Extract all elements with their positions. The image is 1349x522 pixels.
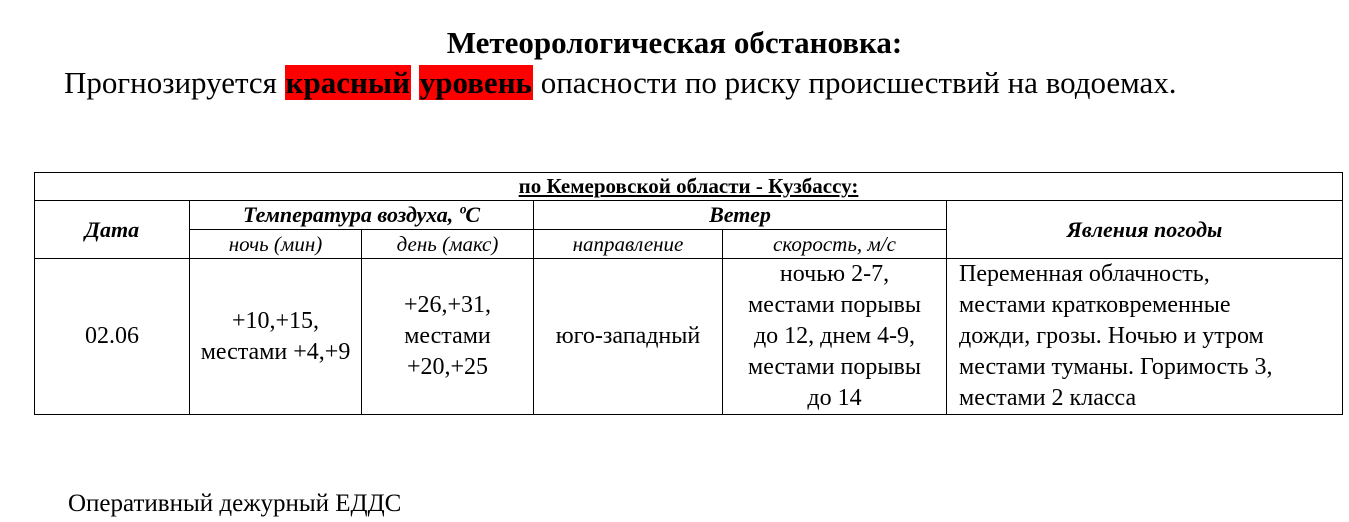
date-header: Дата xyxy=(35,201,190,259)
wind-speed-line: местами порывы xyxy=(748,292,921,318)
forecast-text-end: опасности по риску происшествий на водоемах. xyxy=(532,65,1177,100)
forecast-line xyxy=(64,64,1177,102)
signature-line: Оперативный дежурный ЕДДС xyxy=(68,490,402,517)
weather-table xyxy=(34,172,1343,415)
day-temp-line: местами xyxy=(404,323,491,349)
night-subheader: ночь (мин) xyxy=(190,230,362,259)
forecast-text-start: Прогнозируется xyxy=(64,65,285,100)
wind-speed-line: местами порывы xyxy=(748,354,921,380)
page-title: Метеорологическая обстановка: xyxy=(446,25,903,60)
phenomena-line: Переменная облачность, xyxy=(959,261,1210,287)
phenomena-line: дожди, грозы. Ночью и утром xyxy=(959,323,1264,349)
highlight-level-word: уровень xyxy=(419,65,532,100)
phenomena-line: местами кратковременные xyxy=(959,292,1231,318)
day-temp-line: +20,+25 xyxy=(406,354,489,380)
region-header: по Кемеровской области - Кузбассу: xyxy=(35,173,1343,201)
day-subheader: день (макс) xyxy=(362,230,534,259)
wind-header: Ветер xyxy=(534,201,947,230)
wind-speed-line: ночью 2-7, xyxy=(779,261,890,287)
highlight-red-word: красный xyxy=(285,65,410,100)
night-temp-line: местами +4,+9 xyxy=(200,338,351,365)
direction-subheader: направление xyxy=(534,230,723,259)
wind-speed-line: до 12, днем 4-9, xyxy=(753,323,916,349)
phenomena-line: местами туманы. Горимость 3, xyxy=(959,354,1273,380)
date-cell: 02.06 xyxy=(35,259,190,415)
speed-subheader: скорость, м/с xyxy=(723,230,947,259)
phenomena-line: местами 2 класса xyxy=(959,385,1137,411)
table-row xyxy=(35,259,1343,415)
temperature-header: Температура воздуха, ºС xyxy=(190,201,534,230)
night-temp-line: +10,+15, xyxy=(231,307,320,334)
night-temp-cell xyxy=(190,259,362,415)
phenomena-header: Явления погоды xyxy=(947,201,1343,259)
wind-speed-cell xyxy=(723,259,947,415)
day-temp-cell xyxy=(362,259,534,415)
day-temp-line: +26,+31, xyxy=(403,292,492,318)
wind-direction-cell: юго-западный xyxy=(534,259,723,415)
phenomena-cell xyxy=(947,259,1343,415)
wind-speed-line: до 14 xyxy=(807,385,862,411)
